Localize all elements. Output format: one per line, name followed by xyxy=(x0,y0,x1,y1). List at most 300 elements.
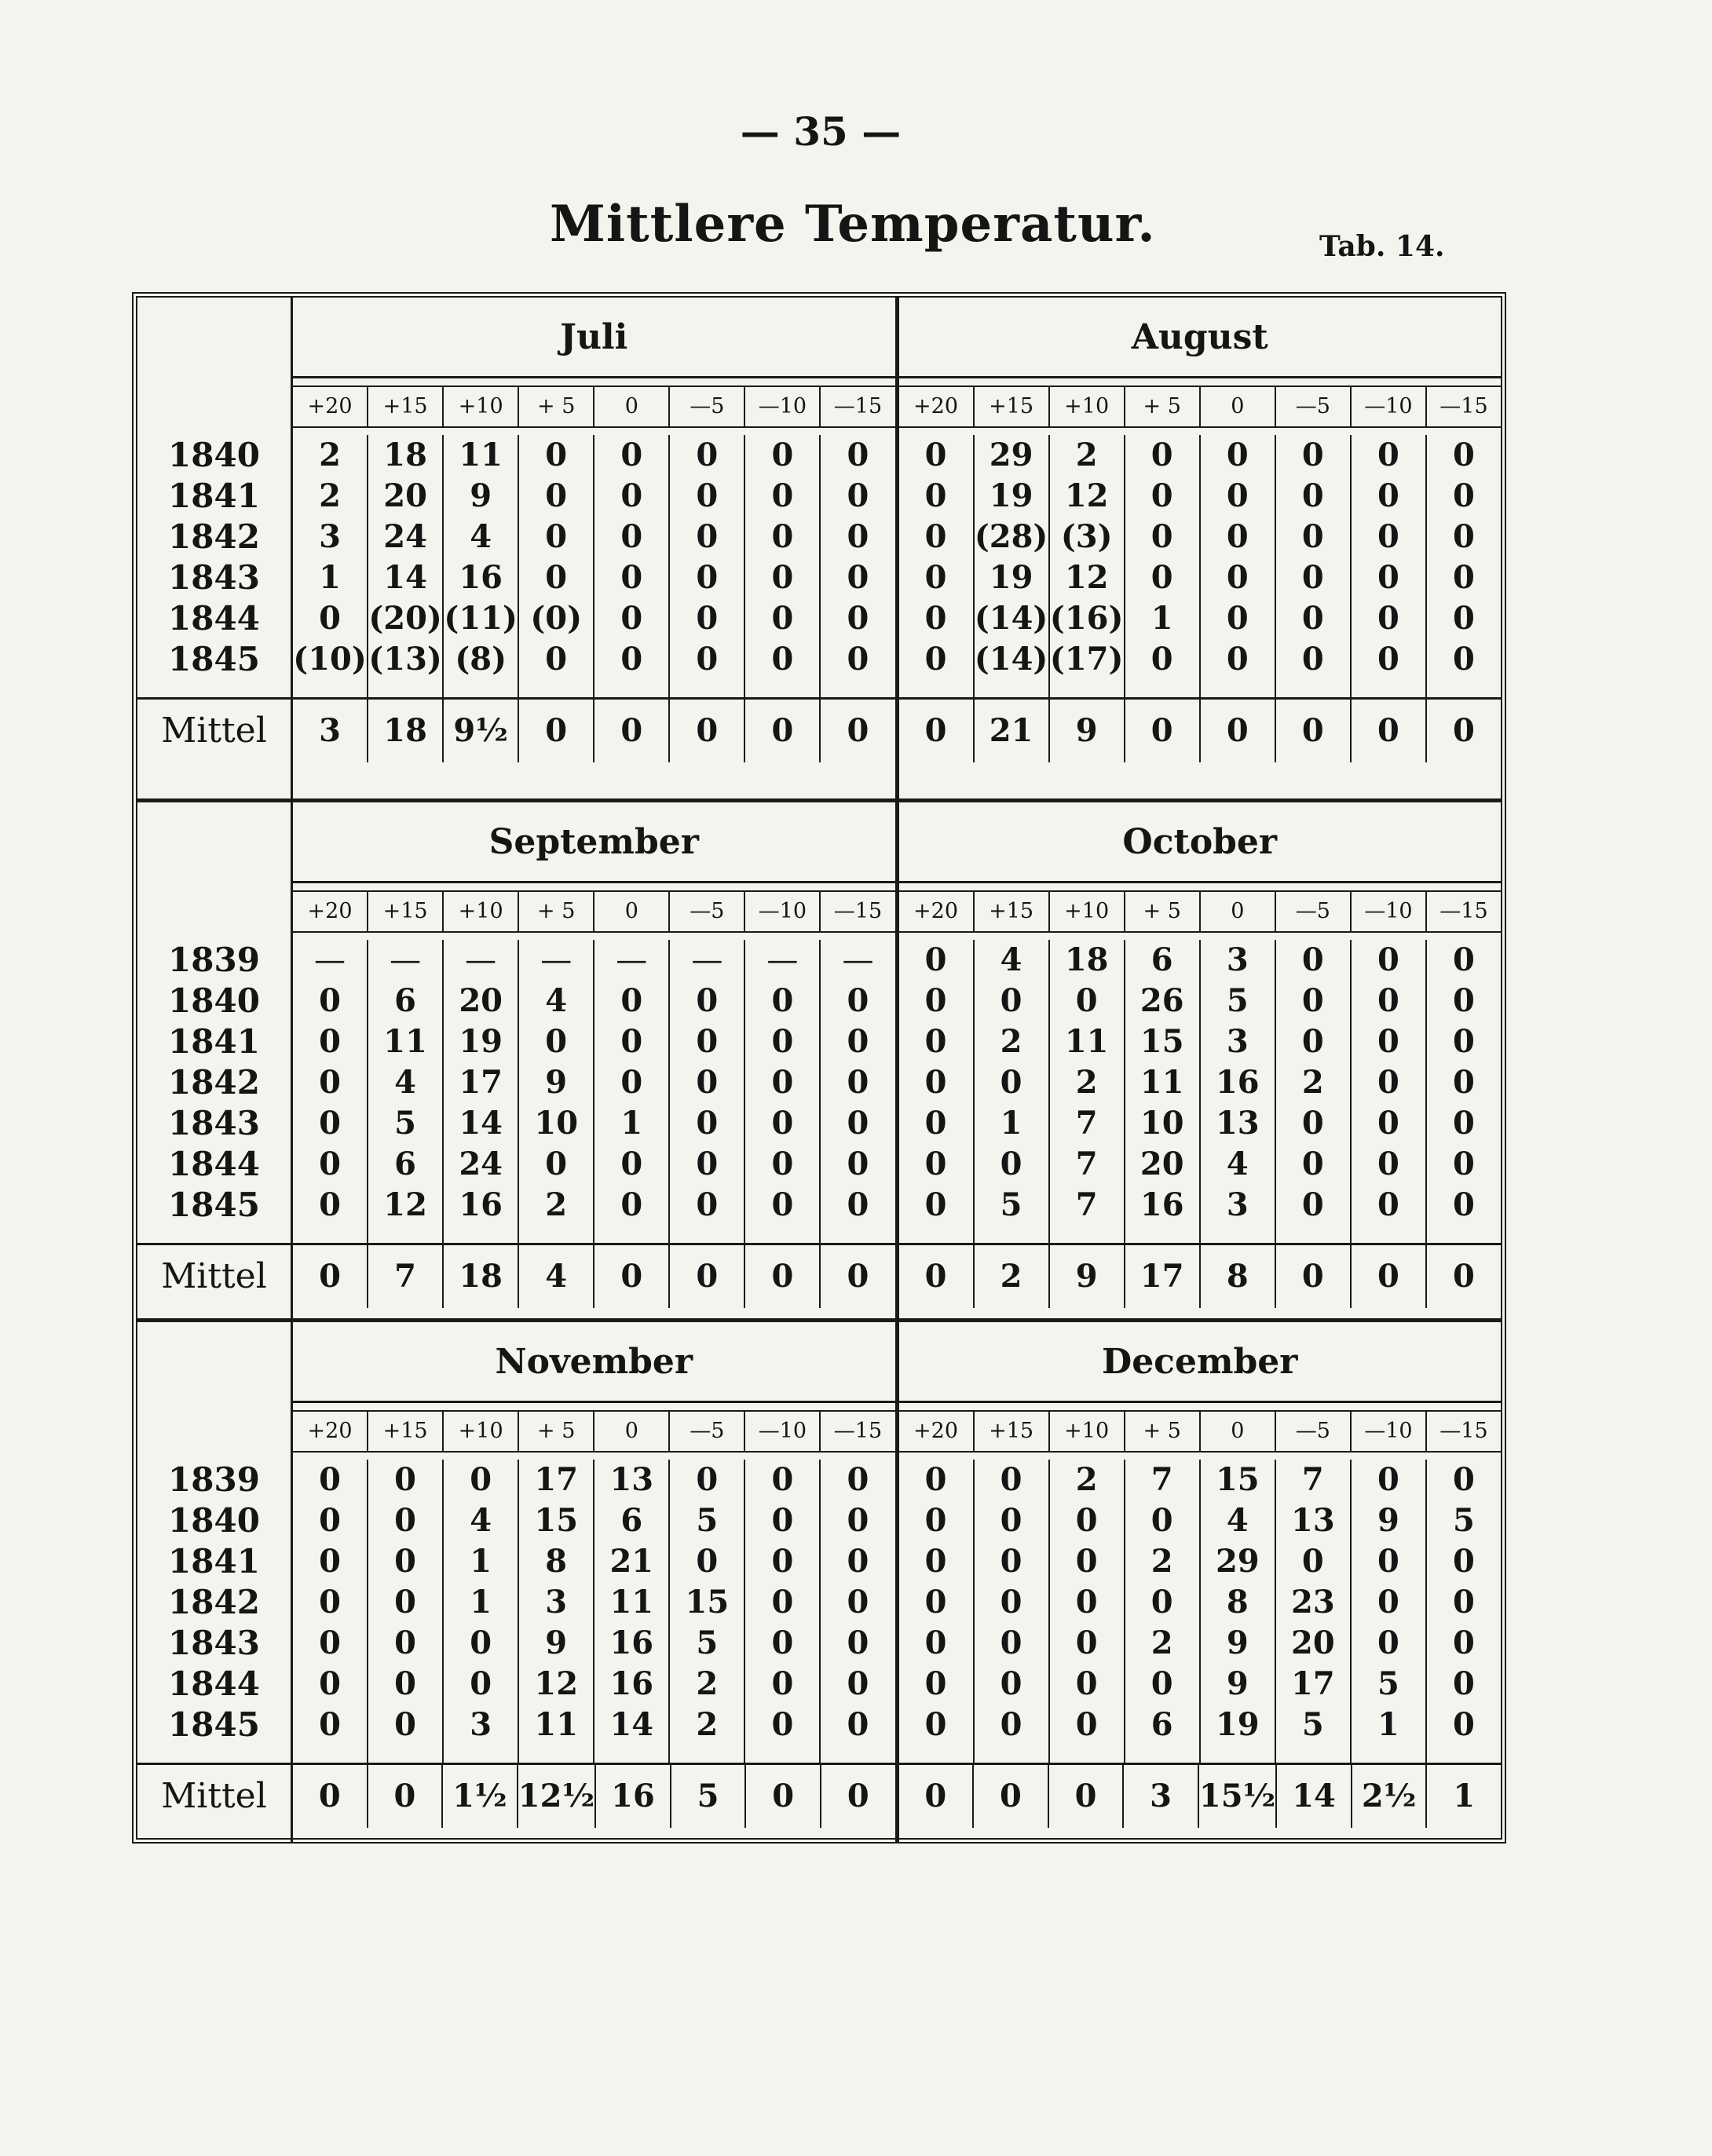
mittel-cell: 0 xyxy=(668,1245,744,1308)
table-cell: 20 xyxy=(1291,1624,1335,1661)
table-cell: 5 xyxy=(1377,1665,1399,1702)
table-cell: 0 xyxy=(319,982,341,1019)
table-cell: 8 xyxy=(1226,1584,1249,1621)
table-cell: 18 xyxy=(383,437,427,473)
column-header: +20 xyxy=(307,899,353,923)
table-cell: 0 xyxy=(1377,1023,1399,1060)
table-cell: 2 xyxy=(1075,1064,1098,1101)
data-column xyxy=(442,435,518,697)
month-section xyxy=(293,1322,895,1842)
table-cell: 0 xyxy=(394,1706,417,1743)
table-cell: 2 xyxy=(1150,1624,1173,1661)
data-column xyxy=(819,940,894,1243)
data-column xyxy=(1425,1460,1501,1763)
data-column xyxy=(593,1460,668,1763)
data-column xyxy=(518,435,593,697)
table-cell: 0 xyxy=(1000,1064,1022,1101)
table-cell: (3) xyxy=(1060,518,1113,555)
table-cell: — xyxy=(616,942,648,978)
table-cell: 4 xyxy=(470,1502,492,1539)
mittel-cell: 9½ xyxy=(442,700,518,762)
mittel-cell: 17 xyxy=(1124,1245,1199,1308)
mittel-row xyxy=(293,1243,895,1308)
table-cell: 12 xyxy=(383,1186,427,1223)
table-cell: 0 xyxy=(1377,941,1399,978)
table-cell: 0 xyxy=(847,1584,869,1621)
table-cell: 0 xyxy=(1075,1665,1098,1702)
table-cell: 0 xyxy=(1075,1706,1098,1743)
table-cell: 0 xyxy=(1453,641,1475,678)
table-cell: 0 xyxy=(696,1023,719,1060)
month-section xyxy=(895,802,1502,1322)
table-cell: 0 xyxy=(1377,559,1399,596)
table-cell: 15 xyxy=(534,1502,579,1539)
column-header: 0 xyxy=(1199,387,1275,426)
table-cell: 0 xyxy=(924,1624,947,1661)
mittel-row xyxy=(293,1763,895,1828)
mittel-cell: 0 xyxy=(1350,1245,1425,1308)
table-cell: 0 xyxy=(1377,1186,1399,1223)
table-cell: 0 xyxy=(847,1461,869,1498)
column-header: +20 xyxy=(913,1419,959,1443)
page-number: — 35 — xyxy=(740,108,902,155)
table-cell: 0 xyxy=(319,1706,341,1743)
table-cell: — xyxy=(465,942,497,978)
mittel-cell: 0 xyxy=(593,1245,668,1308)
table-cell: 0 xyxy=(847,1186,869,1223)
table-cell: 7 xyxy=(1150,1461,1173,1498)
data-column xyxy=(973,940,1048,1243)
data-column xyxy=(367,435,442,697)
mittel-cell: 0 xyxy=(319,1258,341,1295)
data-rows xyxy=(293,1460,895,1763)
data-column xyxy=(1124,435,1199,697)
column-header: +10 xyxy=(1048,1412,1124,1451)
mittel-cell: 8 xyxy=(1199,1245,1275,1308)
mittel-cell: 1½ xyxy=(441,1765,517,1828)
table-cell: 20 xyxy=(383,477,427,514)
table-cell: 0 xyxy=(1301,1023,1324,1060)
column-header: + 5 xyxy=(1124,1412,1199,1451)
table-cell: 0 xyxy=(319,1624,341,1661)
data-column xyxy=(1199,1460,1275,1763)
table-cell: 0 xyxy=(1453,1186,1475,1223)
year-label: 1842 xyxy=(168,1063,260,1102)
table-cell: 0 xyxy=(1301,1146,1324,1182)
table-cell: 0 xyxy=(1226,437,1249,473)
table-cell: 14 xyxy=(459,1105,503,1142)
mittel-cell: 2 xyxy=(973,1245,1048,1308)
mittel-cell: 3 xyxy=(319,712,341,749)
data-column xyxy=(744,1460,819,1763)
table-cell: 0 xyxy=(394,1584,417,1621)
table-cell: 0 xyxy=(394,1543,417,1580)
table-cell: 0 xyxy=(1150,518,1173,555)
table-cell: 0 xyxy=(847,1706,869,1743)
mittel-row xyxy=(899,1763,1502,1828)
column-header: 0 xyxy=(1199,1412,1275,1451)
table-cell: 0 xyxy=(924,477,947,514)
table-cell: 0 xyxy=(924,518,947,555)
column-header: —15 xyxy=(819,387,894,426)
column-header: +15 xyxy=(973,387,1048,426)
table-cell: 0 xyxy=(1453,437,1475,473)
mittel-cell: 0 xyxy=(924,1778,947,1814)
table-cell: 15 xyxy=(1140,1023,1184,1060)
table-cell: 0 xyxy=(319,1023,341,1060)
table-cell: 0 xyxy=(771,1186,794,1223)
table-cell: 0 xyxy=(1301,437,1324,473)
data-column xyxy=(973,1460,1048,1763)
mittel-cell: 0 xyxy=(318,1778,341,1814)
data-column xyxy=(668,1460,744,1763)
table-cell: 0 xyxy=(1453,559,1475,596)
table-cell: 0 xyxy=(1301,600,1324,637)
table-cell: (14) xyxy=(974,600,1048,637)
data-column xyxy=(1275,1460,1350,1763)
column-header: 0 xyxy=(1199,892,1275,931)
data-column xyxy=(819,1460,894,1763)
table-cell: 2 xyxy=(545,1186,568,1223)
table-cell: 0 xyxy=(696,1461,719,1498)
table-cell: 0 xyxy=(696,1543,719,1580)
table-cell: 16 xyxy=(609,1624,654,1661)
table-cell: 5 xyxy=(696,1624,719,1661)
table-cell: 0 xyxy=(319,1543,341,1580)
table-cell: 1 xyxy=(470,1584,492,1621)
table-cell: 0 xyxy=(771,518,794,555)
column-header: —15 xyxy=(1425,1412,1501,1451)
table-cell: 0 xyxy=(545,1146,568,1182)
table-cell: 0 xyxy=(1226,518,1249,555)
table-cell: 0 xyxy=(470,1624,492,1661)
table-cell: 0 xyxy=(924,1461,947,1498)
table-cell: (0) xyxy=(530,600,583,637)
table-cell: 0 xyxy=(1150,1502,1173,1539)
table-cell: 1 xyxy=(1377,1706,1399,1743)
mittel-cell: 18 xyxy=(367,700,442,762)
table-cell: 0 xyxy=(924,1502,947,1539)
table-cell: 0 xyxy=(1075,1502,1098,1539)
table-cell: 0 xyxy=(620,518,643,555)
table-cell: 0 xyxy=(1000,1665,1022,1702)
data-column xyxy=(668,435,744,697)
table-cell: 7 xyxy=(1301,1461,1324,1498)
data-column xyxy=(744,940,819,1243)
column-header-row xyxy=(293,386,895,428)
table-cell: 0 xyxy=(1075,1584,1098,1621)
table-cell: 0 xyxy=(1453,1584,1475,1621)
table-cell: 0 xyxy=(620,437,643,473)
table-cell: 1 xyxy=(620,1105,643,1142)
data-column xyxy=(899,940,973,1243)
mittel-label: Mittel xyxy=(137,1763,291,1828)
table-cell: 15 xyxy=(685,1584,730,1621)
mittel-row xyxy=(293,697,895,762)
table-cell: 0 xyxy=(771,600,794,637)
table-cell: 0 xyxy=(924,1584,947,1621)
table-cell: 3 xyxy=(545,1584,568,1621)
column-header: —10 xyxy=(1350,1412,1425,1451)
table-cell: 7 xyxy=(1075,1105,1098,1142)
year-label: 1839 xyxy=(168,1460,260,1499)
month-block xyxy=(137,798,1501,1322)
table-cell: 6 xyxy=(620,1502,643,1539)
mittel-cell: 0 xyxy=(744,700,819,762)
table-cell: 11 xyxy=(534,1706,579,1743)
table-cell: 0 xyxy=(847,1624,869,1661)
column-header: —10 xyxy=(744,892,819,931)
table-cell: 0 xyxy=(847,1064,869,1101)
column-header: —10 xyxy=(1350,387,1425,426)
temperature-table xyxy=(132,292,1506,1844)
table-cell: 0 xyxy=(1075,1624,1098,1661)
table-cell: — xyxy=(691,942,723,978)
column-header: + 5 xyxy=(1124,387,1199,426)
table-cell: 29 xyxy=(1215,1543,1260,1580)
mittel-row xyxy=(899,697,1502,762)
table-cell: 0 xyxy=(1377,1543,1399,1580)
table-cell: 0 xyxy=(771,1624,794,1661)
table-cell: (17) xyxy=(1049,641,1124,678)
table-cell: 2 xyxy=(696,1706,719,1743)
table-cell: 0 xyxy=(696,1186,719,1223)
column-header-row xyxy=(293,1410,895,1453)
data-column xyxy=(1199,940,1275,1243)
mittel-cell: 2½ xyxy=(1351,1765,1426,1828)
table-cell: 0 xyxy=(771,437,794,473)
mittel-cell: 16 xyxy=(594,1765,670,1828)
table-cell: 9 xyxy=(545,1064,568,1101)
table-cell: 5 xyxy=(1301,1706,1324,1743)
table-number: Tab. 14. xyxy=(1319,230,1445,263)
table-cell: 0 xyxy=(319,1665,341,1702)
table-cell: 0 xyxy=(1301,641,1324,678)
mittel-cell: 1 xyxy=(1425,1765,1501,1828)
table-cell: 0 xyxy=(1453,1624,1475,1661)
table-cell: 0 xyxy=(394,1665,417,1702)
mittel-cell: 0 xyxy=(1048,1765,1123,1828)
column-header: + 5 xyxy=(518,892,593,931)
table-cell: 0 xyxy=(924,1146,947,1182)
data-column xyxy=(367,1460,442,1763)
month-name: November xyxy=(293,1322,895,1403)
table-cell: 0 xyxy=(319,1461,341,1498)
year-label: 1840 xyxy=(168,436,260,474)
table-cell: 1 xyxy=(1150,600,1173,637)
data-column xyxy=(1425,435,1501,697)
mittel-cell: 3 xyxy=(1122,1765,1198,1828)
column-header: —5 xyxy=(1275,387,1350,426)
table-cell: 0 xyxy=(771,1584,794,1621)
year-label: 1844 xyxy=(168,599,260,638)
year-label: 1843 xyxy=(168,1104,260,1142)
column-header: 0 xyxy=(593,387,668,426)
month-section xyxy=(895,1322,1502,1842)
table-cell: 0 xyxy=(1377,600,1399,637)
table-cell: 0 xyxy=(847,1502,869,1539)
table-cell: 0 xyxy=(1301,477,1324,514)
table-cell: 11 xyxy=(459,437,503,473)
table-cell: 19 xyxy=(459,1023,503,1060)
mittel-cell: 14 xyxy=(1275,1765,1351,1828)
table-cell: 7 xyxy=(1075,1186,1098,1223)
column-header: +10 xyxy=(1048,892,1124,931)
table-cell: 0 xyxy=(847,1543,869,1580)
table-cell: 18 xyxy=(1064,941,1109,978)
column-header: —10 xyxy=(744,1412,819,1451)
table-cell: (28) xyxy=(974,518,1048,555)
year-label: 1839 xyxy=(168,941,260,979)
table-cell: 1 xyxy=(1000,1105,1022,1142)
table-cell: 0 xyxy=(319,1502,341,1539)
mittel-cell: 0 xyxy=(1275,700,1350,762)
table-cell: 0 xyxy=(620,477,643,514)
year-label: 1845 xyxy=(168,1705,260,1744)
table-cell: 0 xyxy=(1377,1584,1399,1621)
table-cell: 0 xyxy=(1226,559,1249,596)
data-rows xyxy=(899,435,1502,697)
table-cell: 0 xyxy=(924,641,947,678)
table-cell: (10) xyxy=(293,641,367,678)
table-cell: 0 xyxy=(1453,477,1475,514)
table-cell: 23 xyxy=(1291,1584,1335,1621)
year-column xyxy=(137,802,293,1322)
mittel-cell: 9 xyxy=(1048,1245,1124,1308)
column-header: —5 xyxy=(1275,1412,1350,1451)
table-cell: 3 xyxy=(1226,1186,1249,1223)
data-column xyxy=(1048,435,1124,697)
column-header: +10 xyxy=(442,892,518,931)
mittel-label: Mittel xyxy=(137,1243,291,1308)
table-cell: 0 xyxy=(1377,1624,1399,1661)
data-column xyxy=(899,1460,973,1763)
table-cell: 0 xyxy=(847,600,869,637)
table-cell: 0 xyxy=(1453,1706,1475,1743)
table-cell: 9 xyxy=(470,477,492,514)
table-cell: 0 xyxy=(847,1023,869,1060)
table-cell: 0 xyxy=(924,437,947,473)
table-cell: 5 xyxy=(394,1105,417,1142)
table-cell: 20 xyxy=(459,982,503,1019)
table-cell: (14) xyxy=(974,641,1048,678)
table-cell: 9 xyxy=(545,1624,568,1661)
table-cell: 9 xyxy=(1377,1502,1399,1539)
mittel-cell: 5 xyxy=(670,1765,745,1828)
table-cell: 0 xyxy=(771,1706,794,1743)
table-cell: 0 xyxy=(319,1064,341,1101)
table-cell: 2 xyxy=(1000,1023,1022,1060)
table-cell: 2 xyxy=(319,437,341,473)
column-header: 0 xyxy=(593,1412,668,1451)
table-cell: 0 xyxy=(1000,1502,1022,1539)
data-column xyxy=(973,435,1048,697)
table-cell: 4 xyxy=(394,1064,417,1101)
column-header: + 5 xyxy=(518,1412,593,1451)
table-cell: 24 xyxy=(459,1146,503,1182)
table-cell: 0 xyxy=(620,559,643,596)
table-cell: 0 xyxy=(545,437,568,473)
table-cell: 4 xyxy=(1226,1502,1249,1539)
year-label: 1845 xyxy=(168,1186,260,1224)
table-cell: 16 xyxy=(1215,1064,1260,1101)
table-cell: 0 xyxy=(319,1146,341,1182)
table-cell: 0 xyxy=(620,982,643,1019)
column-header: +15 xyxy=(367,892,442,931)
table-cell: 17 xyxy=(1291,1665,1335,1702)
table-cell: 0 xyxy=(319,1186,341,1223)
year-label: 1842 xyxy=(168,1583,260,1621)
table-cell: 19 xyxy=(989,559,1033,596)
table-cell: 0 xyxy=(1000,1146,1022,1182)
column-header: +10 xyxy=(442,1412,518,1451)
year-label: 1844 xyxy=(168,1665,260,1703)
table-cell: 0 xyxy=(1150,559,1173,596)
column-header: +20 xyxy=(913,394,959,418)
table-cell: 2 xyxy=(1301,1064,1324,1101)
column-header-row xyxy=(899,1410,1502,1453)
table-cell: 0 xyxy=(771,641,794,678)
month-name: December xyxy=(899,1322,1502,1403)
month-section xyxy=(895,298,1502,798)
table-cell: 0 xyxy=(620,600,643,637)
table-cell: 0 xyxy=(1453,518,1475,555)
data-column xyxy=(1124,1460,1199,1763)
table-cell: 0 xyxy=(924,1665,947,1702)
table-cell: 0 xyxy=(1453,941,1475,978)
mittel-cell: 0 xyxy=(1425,700,1501,762)
table-cell: 3 xyxy=(1226,941,1249,978)
column-header: —15 xyxy=(1425,387,1501,426)
data-column xyxy=(593,435,668,697)
mittel-cell: 0 xyxy=(972,1765,1048,1828)
table-cell: 13 xyxy=(609,1461,654,1498)
column-header: +20 xyxy=(307,1419,353,1443)
table-cell: 8 xyxy=(545,1543,568,1580)
table-cell: 0 xyxy=(847,518,869,555)
table-cell: 5 xyxy=(1226,982,1249,1019)
table-cell: 2 xyxy=(1075,1461,1098,1498)
table-cell: (13) xyxy=(368,641,442,678)
table-cell: 0 xyxy=(1000,1584,1022,1621)
table-cell: 0 xyxy=(771,1023,794,1060)
table-cell: 2 xyxy=(1150,1543,1173,1580)
table-cell: 16 xyxy=(459,559,503,596)
column-header-row xyxy=(899,386,1502,428)
table-cell: 0 xyxy=(771,1665,794,1702)
table-cell: 9 xyxy=(1226,1665,1249,1702)
table-cell: 3 xyxy=(1226,1023,1249,1060)
data-column xyxy=(1199,435,1275,697)
month-block xyxy=(137,298,1501,798)
data-column xyxy=(293,940,367,1243)
data-column xyxy=(442,940,518,1243)
table-cell: 0 xyxy=(620,1023,643,1060)
table-cell: 0 xyxy=(847,437,869,473)
column-header: —5 xyxy=(1275,892,1350,931)
table-cell: 0 xyxy=(1453,1543,1475,1580)
table-cell: 0 xyxy=(847,1105,869,1142)
table-cell: 0 xyxy=(696,982,719,1019)
mittel-cell: 0 xyxy=(1199,700,1275,762)
mittel-cell: 0 xyxy=(1350,700,1425,762)
year-label: 1840 xyxy=(168,1501,260,1540)
data-column xyxy=(1350,940,1425,1243)
table-cell: 0 xyxy=(470,1461,492,1498)
table-cell: 6 xyxy=(394,1146,417,1182)
table-cell: 0 xyxy=(924,1064,947,1101)
table-cell: 2 xyxy=(319,477,341,514)
